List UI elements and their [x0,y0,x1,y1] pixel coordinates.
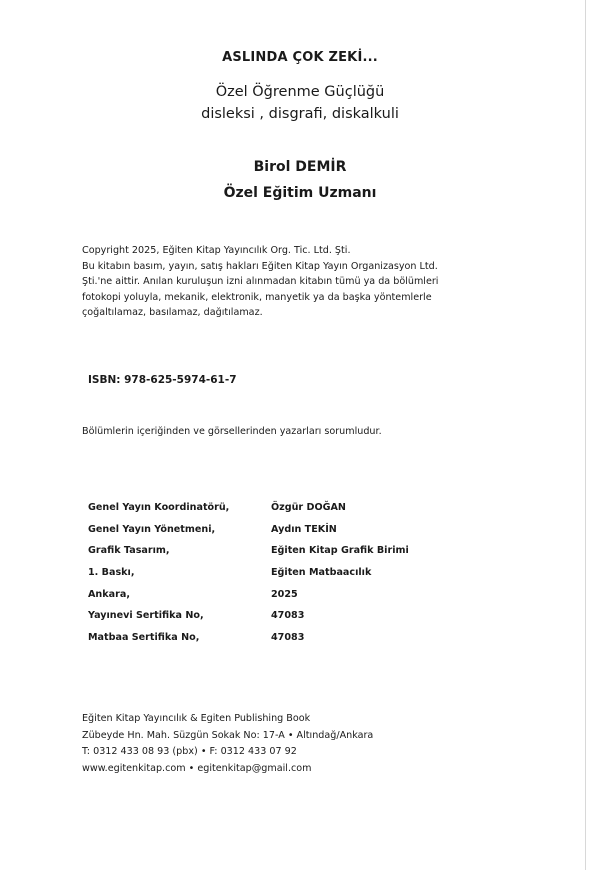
disclaimer: Bölümlerin içeriğinden ve görsellerinden yazarları sorumludur. [82,426,382,437]
credit-value: Aydın TEKİN [271,523,337,535]
copyright-line: Copyright 2025, Eğiten Kitap Yayıncılık Org. Tic. Ltd. Şti. [82,245,351,256]
copyright-line: çoğaltılamaz, basılamaz, dağıtılamaz. [82,307,263,318]
publisher-name: Eğiten Kitap Yayıncılık & Egiten Publishing Book [82,713,311,724]
page-edge-line [585,0,586,870]
credit-label: Genel Yayın Koordinatörü, [88,502,230,513]
credit-value: Eğiten Matbaacılık [271,567,372,579]
credit-label: Ankara, [88,588,130,600]
credit-value: 2025 [271,588,298,600]
book-subtitle-line2: disleksi , disgrafi, diskalkuli [201,106,399,122]
publisher-address: Zübeyde Hn. Mah. Süzgün Sokak No: 17-A • Altındağ/Ankara [82,729,374,741]
author-role: Özel Eğitim Uzmanı [223,185,377,201]
credit-label: Yayınevi Sertifika No, [88,610,204,622]
credit-value: Eğiten Kitap Grafik Birimi [271,545,409,557]
publisher-web: www.egitenkitap.com • egitenkitap@gmail.com [82,762,312,774]
book-title: ASLINDA ÇOK ZEKİ... [222,50,378,65]
credit-label: 1. Baskı, [88,567,135,579]
credit-label: Genel Yayın Yönetmeni, [88,523,216,535]
publisher-info [82,711,373,777]
credit-value: 47083 [271,632,305,644]
isbn: ISBN: 978-625-5974-61-7 [88,374,237,386]
publisher-phone: T: 0312 433 08 93 (pbx) • F: 0312 433 07 92 [82,746,297,757]
copyright-line: Bu kitabın basım, yayın, satış hakları Eğiten Kitap Yayın Organizasyon Ltd. [82,260,438,272]
copyright-notice [82,243,522,321]
credit-value: Özgür DOĞAN [271,502,346,513]
credit-label: Matbaa Sertifika No, [88,632,200,644]
credit-label: Grafik Tasarım, [88,545,170,557]
copyright-line: fotokopi yoluyla, mekanik, elektronik, manyetik ya da başka yöntemlerle [82,291,432,303]
book-subtitle-line1: Özel Öğrenme Güçlüğü [215,84,385,100]
copyright-line: Şti.'ne aittir. Anılan kuruluşun izni alınmadan kitabın tümü ya da bölümleri [82,276,439,287]
author-name: Birol DEMİR [253,159,347,175]
credit-value: 47083 [271,610,305,622]
